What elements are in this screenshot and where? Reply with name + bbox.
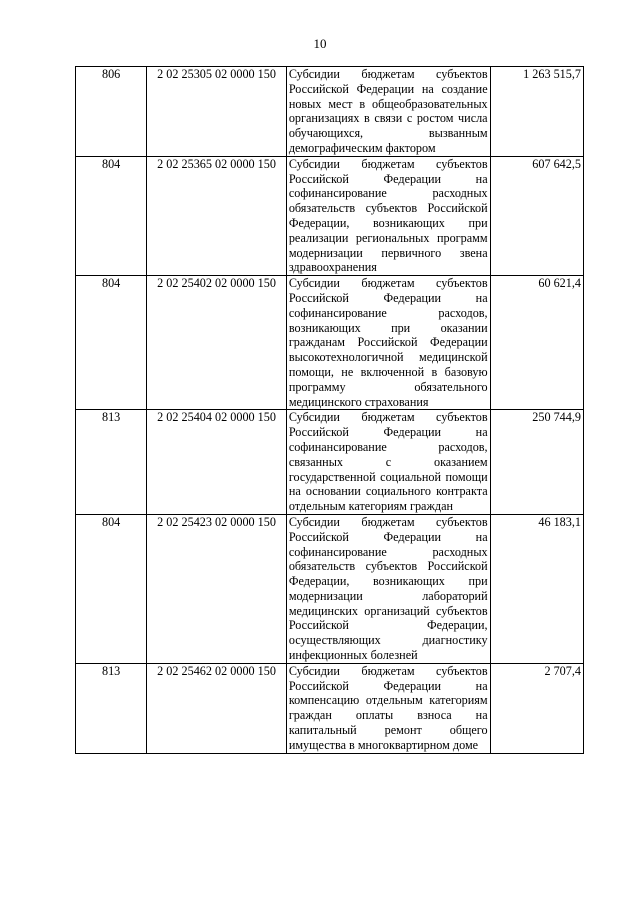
- amount-cell: 2 707,4: [490, 663, 583, 753]
- table-row: [76, 67, 584, 157]
- table-row: [76, 276, 584, 410]
- admin-code-cell: 804: [76, 276, 147, 410]
- admin-code-cell: 804: [76, 514, 147, 663]
- income-name-cell: Субсидии бюджетам субъектов Российской Федерации на создание новых мест в общеобразовательных организациях в связи с ростом числа обучающихся, вызванным демографическим фактором: [286, 67, 490, 157]
- page-number: 10: [313, 36, 327, 51]
- admin-code-cell: 813: [76, 663, 147, 753]
- amount-cell: 1 263 515,7: [490, 67, 583, 157]
- classification-code-cell: 2 02 25404 02 0000 150: [147, 410, 287, 515]
- income-name-cell: Субсидии бюджетам субъектов Российской Федерации на компенсацию отдельным категориям граждан оплаты взноса на капитальный ремонт общего имущества в многоквартирном доме: [286, 663, 490, 753]
- admin-code-cell: 804: [76, 156, 147, 275]
- amount-cell: 607 642,5: [490, 156, 583, 275]
- classification-code-cell: 2 02 25462 02 0000 150: [147, 663, 287, 753]
- table-row: [76, 156, 584, 275]
- amount-cell: 60 621,4: [490, 276, 583, 410]
- income-name-cell: Субсидии бюджетам субъектов Российской Федерации на софинансирование расходов, возникающих при оказании гражданам Российской Федерации высокотехнологичной медицинской помощи, не включенной в базовую программу обязательного медицинского страхования: [286, 276, 490, 410]
- admin-code-cell: 806: [76, 67, 147, 157]
- classification-code-cell: 2 02 25365 02 0000 150: [147, 156, 287, 275]
- amount-cell: 46 183,1: [490, 514, 583, 663]
- classification-code-cell: 2 02 25305 02 0000 150: [147, 67, 287, 157]
- classification-code-cell: 2 02 25402 02 0000 150: [147, 276, 287, 410]
- classification-code-cell: 2 02 25423 02 0000 150: [147, 514, 287, 663]
- admin-code-cell: 813: [76, 410, 147, 515]
- table-row: [76, 410, 584, 515]
- table-row: [76, 514, 584, 663]
- amount-cell: 250 744,9: [490, 410, 583, 515]
- income-name-cell: Субсидии бюджетам субъектов Российской Федерации на софинансирование расходов, связанных с оказанием государственной социальной помощи на основании социального контракта отдельным категориям граждан: [286, 410, 490, 515]
- income-name-cell: Субсидии бюджетам субъектов Российской Федерации на софинансирование расходных обязательств субъектов Российской Федерации, возникающих при реализации региональных программ модернизации первичного звена здравоохранения: [286, 156, 490, 275]
- income-name-cell: Субсидии бюджетам субъектов Российской Федерации на софинансирование расходных обязательств субъектов Российской Федерации, возникающих при модернизации лабораторий медицинских организаций субъектов Российской Федерации, осуществляющих диагностику инфекционных болезней: [286, 514, 490, 663]
- table-row: [76, 663, 584, 753]
- budget-revenue-table: [75, 66, 584, 754]
